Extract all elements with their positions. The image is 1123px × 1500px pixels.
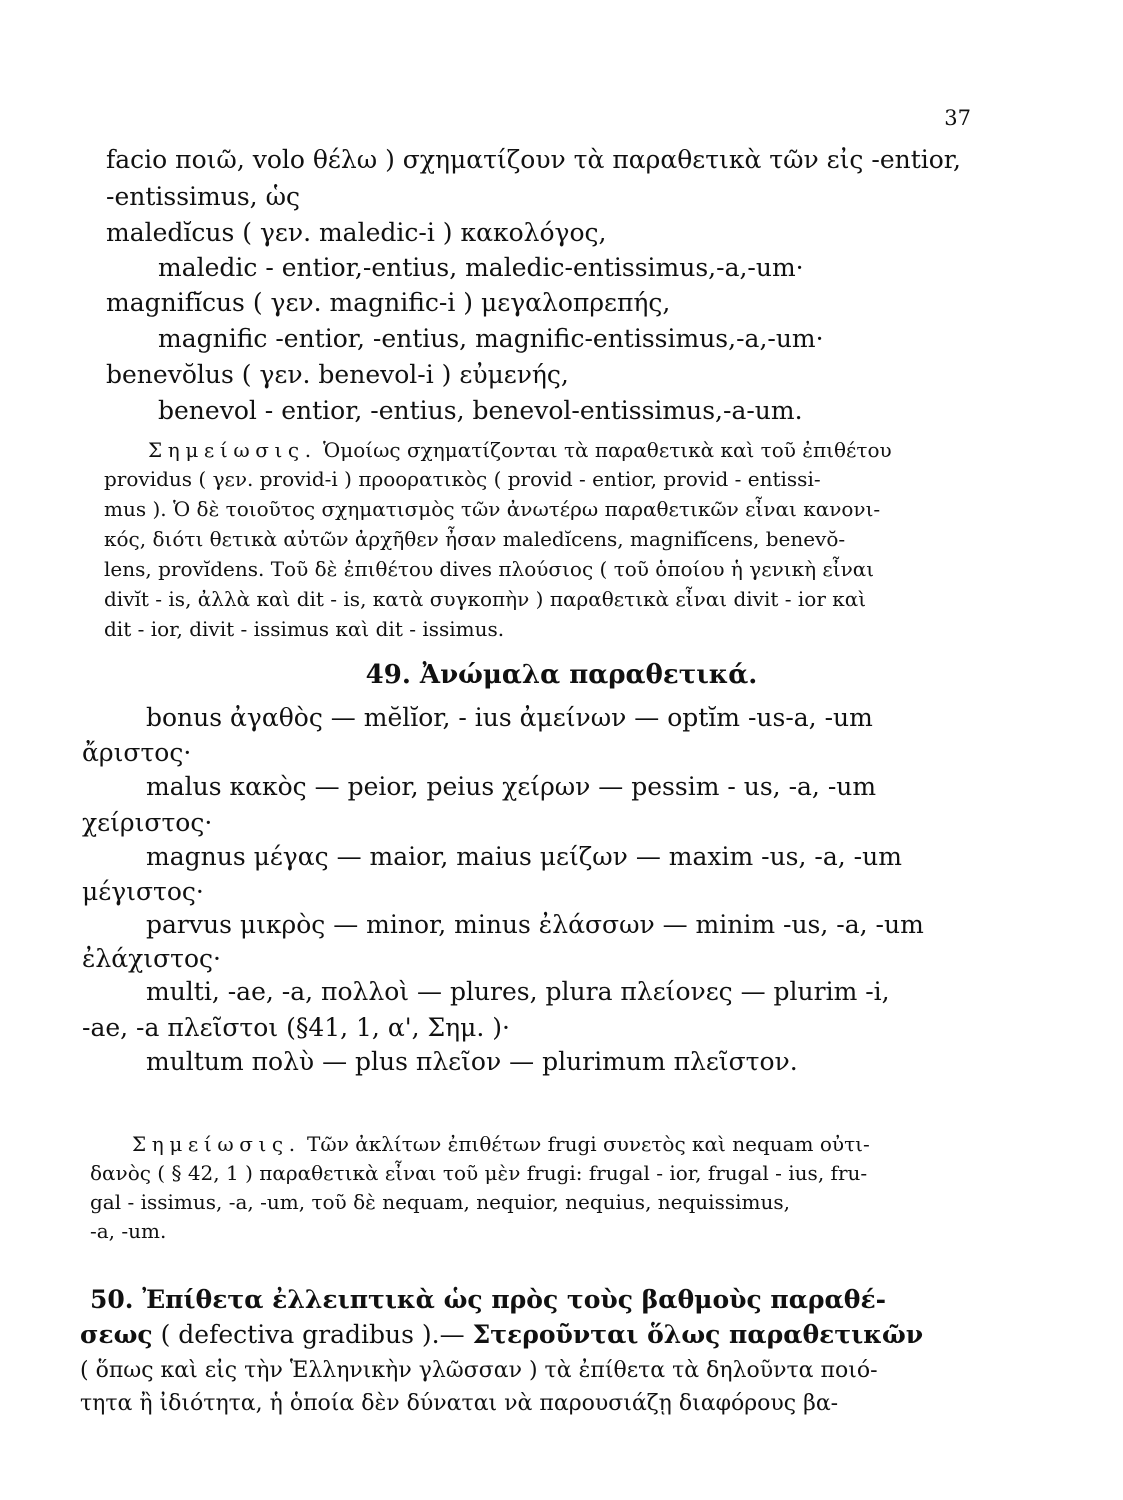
- text-line: magnus μέγας — maior, maius μείζων — maxim -us, -a, -um: [146, 842, 902, 871]
- note-first-line: [132, 1132, 870, 1156]
- text-line: -entissimus, ὡς: [106, 182, 300, 211]
- text-line: τητα ἢ ἰδιότητα, ἡ ὁποία δὲν δύναται νὰ παρουσιάζῃ διαφόρους βα-: [80, 1391, 839, 1416]
- note-text: Ὁμοίως σχηματίζονται τὰ παραθετικὰ καὶ τοῦ ἐπιθέτου: [323, 438, 892, 462]
- text-line: multi, -ae, -a, πολλοὶ — plures, plura πλείονες — plurim -i,: [146, 977, 890, 1006]
- note-label: Σημείωσις.: [148, 438, 317, 462]
- page-number: 37: [944, 106, 971, 130]
- note-line: divĭt - is, ἀλλὰ καὶ dit - is, κατὰ συγκοπὴν ) παραθετικὰ εἶναι divit - ior καὶ: [104, 587, 867, 611]
- text-line: maledĭcus ( γεν. maledic-i ) κακολόγος,: [106, 218, 607, 247]
- note-label: Σημείωσις.: [132, 1132, 301, 1156]
- text-line: maledic - entior,-entius, maledic-entissimus,-a,-um·: [158, 253, 804, 282]
- section-heading: 49. Ἀνώμαλα παραθετικά.: [365, 660, 758, 690]
- note-text: Τῶν ἀκλίτων ἐπιθέτων frugi συνετὸς καὶ nequam οὐτι-: [307, 1132, 870, 1156]
- text-line: benevŏlus ( γεν. benevol-i ) εὐμενής,: [106, 360, 569, 389]
- note-line: mus ). Ὁ δὲ τοιοῦτος σχηματισμὸς τῶν ἀνωτέρω παραθετικῶν εἶναι κανονι-: [104, 497, 881, 521]
- note-line: lens, provĭdens. Τοῦ δὲ ἐπιθέτου dives πλούσιος ( τοῦ ὁποίου ἡ γενικὴ εἶναι: [104, 557, 875, 581]
- note-line: δανὸς ( § 42, 1 ) παραθετικὰ εἶναι τοῦ μὲν frugi: frugal - ior, frugal - ius, fru-: [90, 1161, 868, 1185]
- note-line: -a, -um.: [90, 1219, 167, 1243]
- note-line: gal - issimus, -a, -um, τοῦ δὲ nequam, nequior, nequius, nequissimus,: [90, 1190, 790, 1214]
- text-line: magnific -entior, -entius, magnific-entissimus,-a,-um·: [158, 324, 824, 353]
- text-line: facio ποιῶ, volo θέλω ) σχηματίζουν τὰ παραθετικὰ τῶν εἰς -entior,: [106, 145, 961, 174]
- heading-end: σεως: [80, 1320, 153, 1349]
- text-line: [80, 1320, 923, 1349]
- text-line: bonus ἀγαθὸς — mĕlĭor, - ius ἀμείνων — optĭm -us-a, -um: [146, 703, 873, 732]
- note-line: providus ( γεν. provid-i ) προορατικὸς ( provid - entior, provid - entissi-: [104, 467, 821, 491]
- text-line: χείριστος·: [82, 808, 213, 837]
- text-line: parvus μικρὸς — minor, minus ἐλάσσων — minim -us, -a, -um: [146, 910, 924, 939]
- text-line: ( ὅπως καὶ εἰς τὴν Ἑλληνικὴν γλῶσσαν ) τὰ ἐπίθετα τὰ δηλοῦντα ποιό-: [80, 1358, 878, 1383]
- text-line: ἄριστος·: [82, 738, 192, 767]
- text-line: μέγιστος·: [82, 877, 204, 906]
- text-line: malus κακὸς — peior, peius χείρων — pessim - us, -a, -um: [146, 772, 877, 801]
- text-line: ἐλάχιστος·: [82, 944, 221, 973]
- note-first-line: [148, 438, 892, 462]
- text-line: multum πολὺ — plus πλεῖον — plurimum πλεῖστον.: [146, 1047, 798, 1076]
- note-line: κός, διότι θετικὰ αὐτῶν ἀρχῆθεν ἦσαν maledĭcens, magnifĭcens, benevŏ-: [104, 527, 846, 551]
- text-line: magnifĭcus ( γεν. magnific-i ) μεγαλοπρεπής,: [106, 288, 671, 317]
- latin-term: ( defectiva gradibus ).—: [152, 1320, 473, 1349]
- note-line: dit - ior, divit - issimus καὶ dit - issimus.: [104, 617, 505, 641]
- section-heading: 50. Ἐπίθετα ἐλλειπτικὰ ὡς πρὸς τοὺς βαθμοὺς παραθέ-: [90, 1285, 887, 1314]
- bold-statement: Στεροῦνται ὅλως παραθετικῶν: [472, 1320, 924, 1349]
- text-line: benevol - entior, -entius, benevol-entissimus,-a-um.: [158, 396, 803, 425]
- text-line: -ae, -a πλεῖστοι (§41, 1, α', Σημ. )·: [82, 1013, 510, 1042]
